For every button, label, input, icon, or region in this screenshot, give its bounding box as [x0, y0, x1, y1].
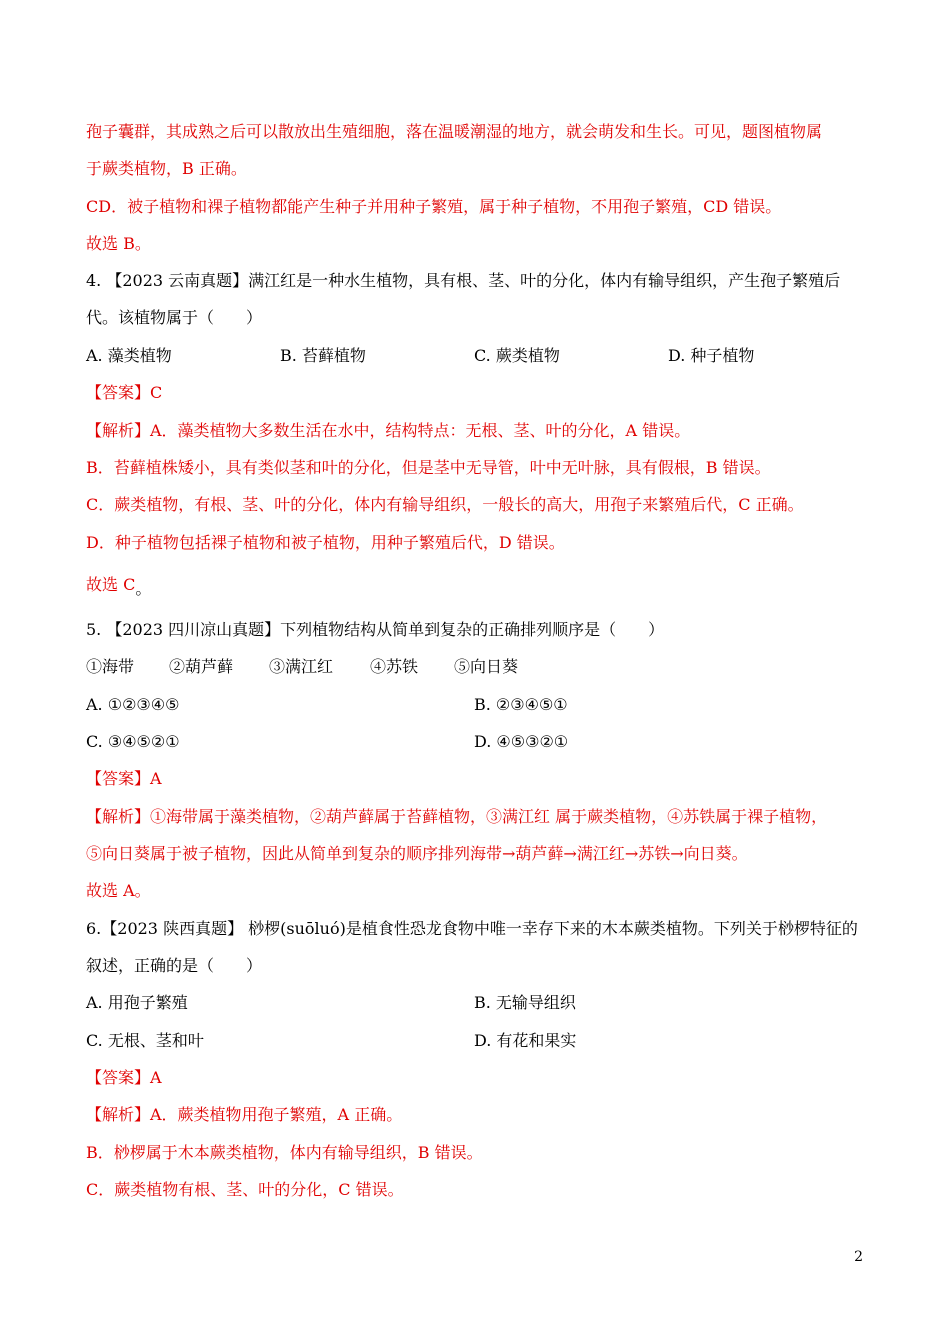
q4-analysis-line-4: D．种子植物包括裸子植物和被子植物，用种子繁殖后代，D 错误。 [86, 533, 565, 552]
q5-option-b: B. ②③④⑤① [474, 695, 568, 714]
q4-option-b: B. 苔藓植物 [280, 346, 366, 365]
q6-option-b: B. 无输导组织 [474, 993, 576, 1012]
q6-analysis-line-3: C．蕨类植物有根、茎、叶的分化，C 错误。 [86, 1180, 404, 1199]
q5-option-d: D. ④⑤③②① [474, 732, 569, 751]
q5-item-3: ③满江红 [269, 657, 334, 676]
q6-analysis-line-2: B．桫椤属于木本蕨类植物，体内有输导组织，B 错误。 [86, 1143, 483, 1162]
q5-answer: 【答案】A [86, 769, 162, 788]
q6-answer: 【答案】A [86, 1068, 162, 1087]
q5-stem: 5. 【2023 四川凉山真题】下列植物结构从简单到复杂的正确排列顺序是（ ） [86, 620, 665, 639]
q4-option-d: D. 种子植物 [668, 346, 755, 365]
q5-item-4: ④苏铁 [370, 657, 419, 676]
q6-analysis-line-1: 【解析】A．蕨类植物用孢子繁殖，A 正确。 [86, 1105, 403, 1124]
prev-analysis-line-2: 于蕨类植物，B 正确。 [86, 159, 247, 178]
q5-item-5: ⑤向日葵 [454, 657, 519, 676]
q4-choice-line [86, 574, 151, 596]
q4-choice-tail: 。 [135, 579, 152, 598]
q6-stem-line-2: 叙述，正确的是（ ） [86, 956, 263, 975]
q4-option-a: A. 藻类植物 [86, 346, 172, 365]
q5-item-2: ②葫芦藓 [169, 657, 234, 676]
q4-analysis-line-2: B．苔藓植株矮小，具有类似茎和叶的分化，但是茎中无导管，叶中无叶脉，具有假根，B 错误。 [86, 458, 771, 477]
q4-stem-line-2: 代。该植物属于（ ） [86, 308, 263, 327]
q4-answer: 【答案】C [86, 383, 163, 402]
q4-analysis-line-3: C．蕨类植物，有根、茎、叶的分化，体内有输导组织，一般长的高大，用孢子来繁殖后代，C 正确。 [86, 495, 804, 514]
prev-analysis-line-1: 孢子囊群，其成熟之后可以散放出生殖细胞，落在温暖潮湿的地方，就会萌发和生长。可见，题图植物属 [86, 122, 823, 141]
q6-stem-line-1: 6.【2023 陕西真题】 桫椤(suōluó)是植食性恐龙食物中唯一幸存下来的木本蕨类植物。下列关于桫椤特征的 [86, 919, 858, 938]
page-number: 2 [854, 1249, 863, 1265]
q6-option-c: C. 无根、茎和叶 [86, 1031, 204, 1050]
prev-choice: 故选 B。 [86, 234, 151, 253]
q4-choice: 故选 C [86, 575, 136, 594]
prev-analysis-line-3: CD．被子植物和裸子植物都能产生种子并用种子繁殖，属于种子植物，不用孢子繁殖，CD 错误。 [86, 197, 782, 216]
q5-option-c: C. ③④⑤②① [86, 732, 180, 751]
q4-option-c: C. 蕨类植物 [474, 346, 560, 365]
q4-analysis-line-1: 【解析】A．藻类植物大多数生活在水中，结构特点：无根、茎、叶的分化，A 错误。 [86, 421, 691, 440]
q5-analysis-line-1: 【解析】①海带属于藻类植物，②葫芦藓属于苔藓植物，③满江红 属于蕨类植物，④苏铁属于裸子植物， [86, 807, 828, 826]
q5-item-1: ①海带 [86, 657, 135, 676]
q4-stem-line-1: 4. 【2023 云南真题】满江红是一种水生植物，具有根、茎、叶的分化，体内有输导组织，产生孢子繁殖后 [86, 271, 841, 290]
q5-choice: 故选 A。 [86, 881, 151, 900]
q5-analysis-line-2: ⑤向日葵属于被子植物，因此从简单到复杂的顺序排列海带→葫芦藓→满江红→苏铁→向日葵。 [86, 844, 748, 863]
q6-option-d: D. 有花和果实 [474, 1031, 577, 1050]
q6-option-a: A. 用孢子繁殖 [86, 993, 188, 1012]
q5-option-a: A. ①②③④⑤ [86, 695, 180, 714]
